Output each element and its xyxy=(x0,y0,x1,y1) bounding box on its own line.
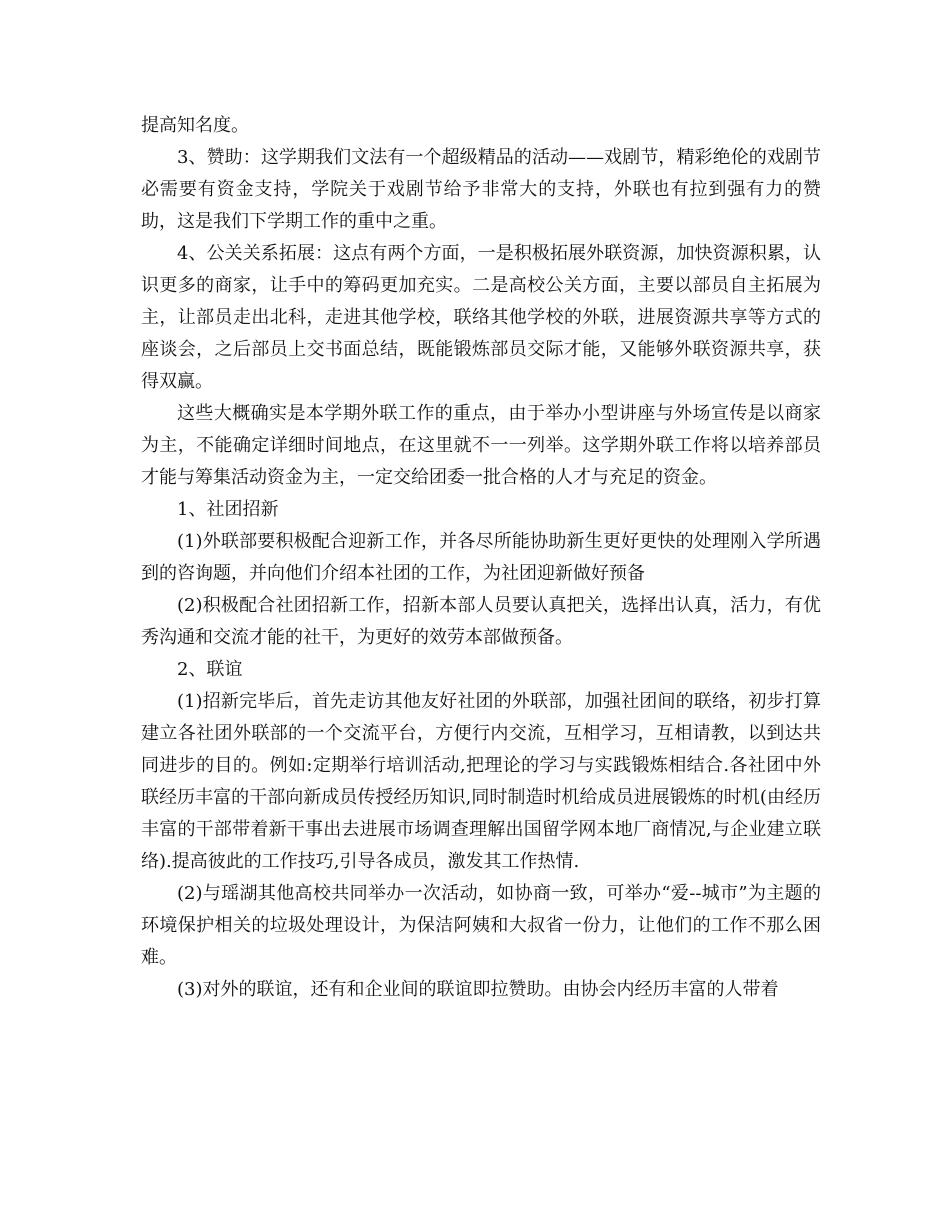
paragraph-public-relations: 4、公关关系拓展：这点有两个方面，一是积极拓展外联资源，加快资源积累，认识更多的商家，让手中的筹码更加充实。二是高校公关方面，主要以部员自主拓展为主，让部员走出北科，走进其他学校，联络其他学校的外联，进展资源共享等方式的座谈会，之后部员上交书面总结，既能锻炼部员交际才能，又能够外联资源共享，获得双赢。 xyxy=(141,243,821,392)
paragraph-fellowship-item-2: (2)与瑶湖其他高校共同举办一次活动，如协商一致，可举办“爱--城市”为主题的环境保护相关的垃圾处理设计，为保洁阿姨和大叔省一份力，让他们的工作不那么困难。 xyxy=(141,883,821,968)
heading-fellowship: 2、联谊 xyxy=(177,659,243,680)
paragraph-fellowship-item-3: (3)对外的联谊，还有和企业间的联谊即拉赞助。由协会内经历丰富的人带着 xyxy=(177,979,779,1000)
paragraph-recruitment-item-2: (2)积极配合社团招新工作，招新本部人员要认真把关，选择出认真，活力，有优秀沟通和交流才能的社干，为更好的效劳本部做预备。 xyxy=(141,595,821,648)
paragraph-summary: 这些大概确实是本学期外联工作的重点，由于举办小型讲座与外场宣传是以商家为主，不能确定详细时间地点，在这里就不一一列举。这学期外联工作将以培养部员才能与筹集活动资金为主，一定交给团委一批合格的人才与充足的资金。 xyxy=(141,403,821,488)
paragraph-fellowship-item-1: (1)招新完毕后，首先走访其他友好社团的外联部，加强社团间的联络，初步打算建立各社团外联部的一个交流平台，方便行内交流，互相学习，互相请教，以到达共同进步的目的。例如:定期举行培训活动,把理论的学习与实践锻炼相结合.各社团中外联经历丰富的干部向新成员传授经历知识,同时制造时机给成员进展锻炼的时机(由经历丰富的干部带着新干事出去进展市场调查理解出国留学网本地厂商情况,与企业建立联络).提高彼此的工作技巧,引导各成员，激发其工作热情. xyxy=(141,691,821,872)
paragraph-recruitment-item-1: (1)外联部要积极配合迎新工作，并各尽所能协助新生更好更快的处理刚入学所遇到的咨询题，并向他们介绍本社团的工作，为社团迎新做好预备 xyxy=(141,531,821,584)
paragraph-intro-tail: 提高知名度。 xyxy=(141,115,249,136)
heading-club-recruitment: 1、社团招新 xyxy=(177,499,279,520)
paragraph-sponsorship: 3、赞助：这学期我们文法有一个超级精品的活动——戏剧节，精彩绝伦的戏剧节必需要有资金支持，学院关于戏剧节给予非常大的支持，外联也有拉到强有力的赞助，这是我们下学期工作的重中之重。 xyxy=(141,147,821,232)
document-page xyxy=(141,110,821,1006)
